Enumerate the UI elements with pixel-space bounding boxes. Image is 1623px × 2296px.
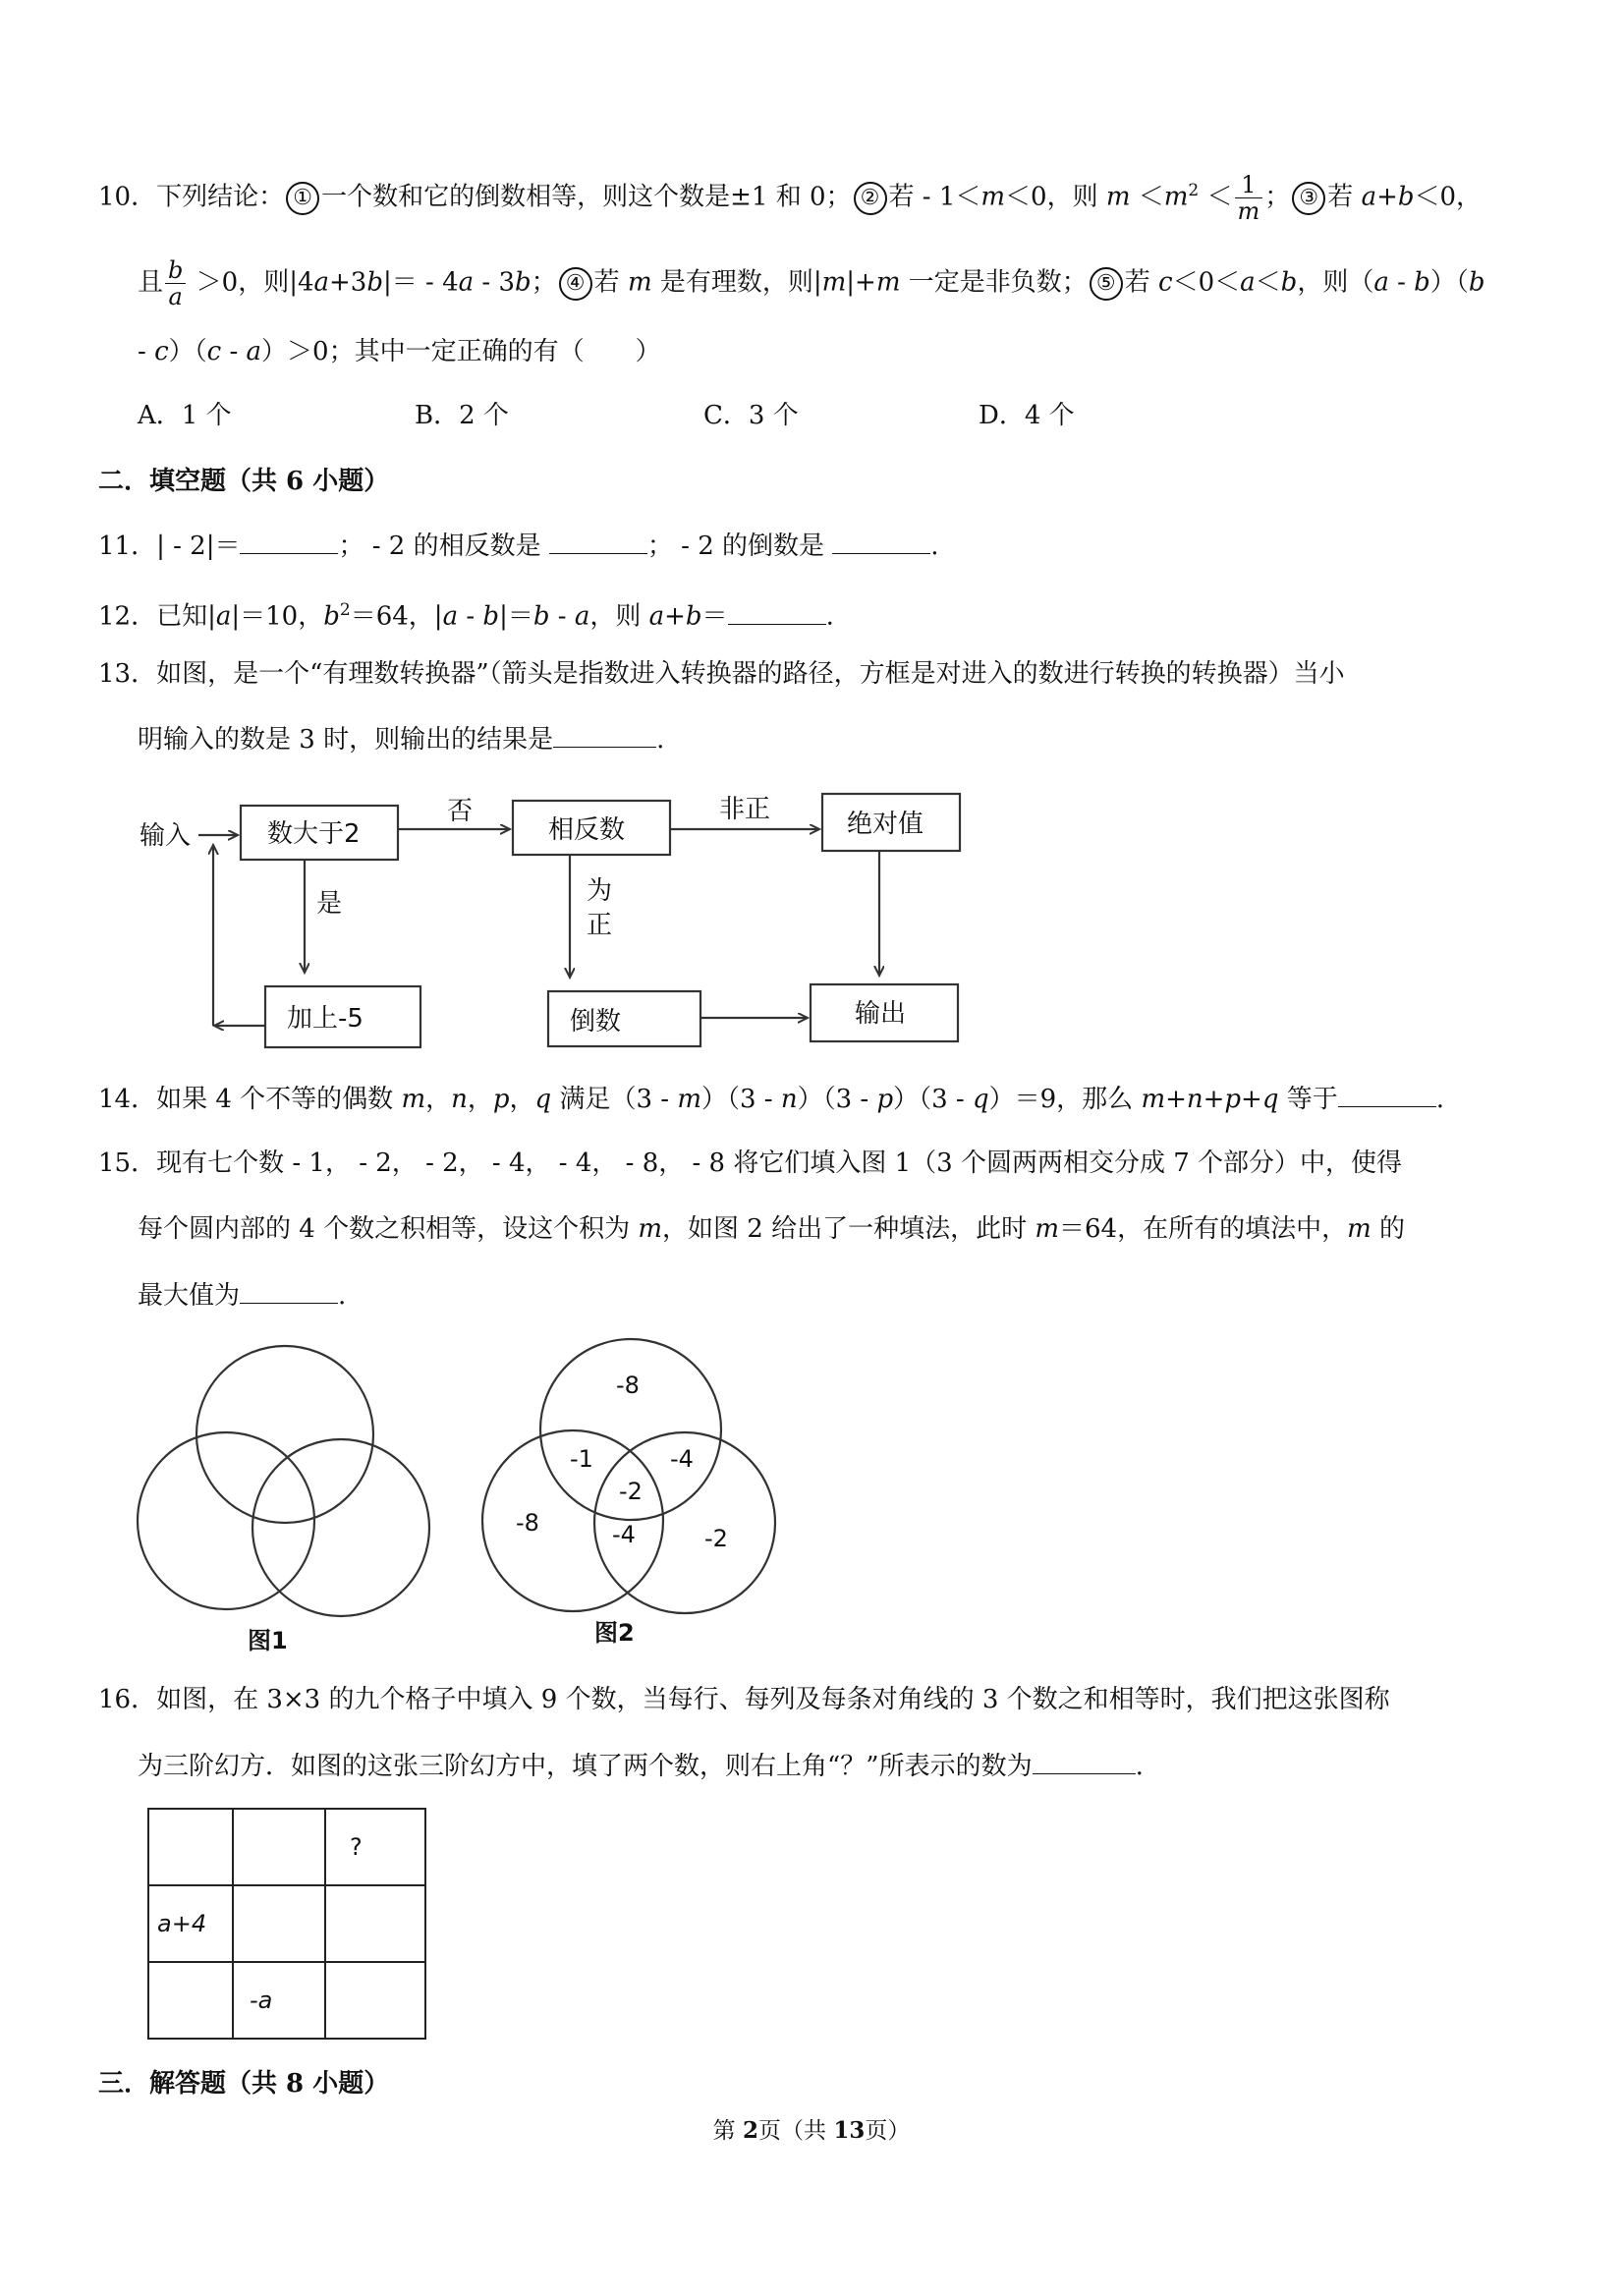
page-footer: 第 2页（共 13页）: [712, 2117, 911, 2144]
fig2-value-center: -2: [619, 1478, 643, 1505]
q12: 12．已知|a|＝10，$b^2=64$，|a - b|＝b - a，则 a+b＝ .: [98, 592, 834, 635]
page-total: 13: [833, 2117, 866, 2144]
section-2-heading: 二．填空题（共 6 小题）: [98, 467, 390, 496]
fig2-value-top: -8: [616, 1372, 640, 1399]
label-positive-1: 为: [587, 876, 613, 906]
rational-converter-diagram: [128, 786, 1110, 1051]
q15-line3: 最大值为 .: [138, 1277, 346, 1314]
box6-label: 输出: [855, 999, 907, 1029]
fig2-value-left: -8: [516, 1509, 539, 1537]
venn-figures: [128, 1336, 815, 1660]
q13-line1: 13．如图，是一个“有理数转换器”（箭头是指数进入转换器的路径，方框是对进入的数进行转换的转换器）当小: [98, 659, 1345, 689]
answer-blank[interactable]: [549, 528, 647, 554]
circled-3: ③: [1292, 182, 1325, 215]
q15-line1: 15．现有七个数 - 1， - 2， - 2， - 4， - 4， - 8， - 8 将它们填入图 1（3 个圆两两相交分成 7 个部分）中，使得: [98, 1148, 1403, 1178]
circled-4: ④: [559, 267, 592, 301]
answer-blank[interactable]: [240, 1277, 338, 1304]
label-yes: 是: [316, 889, 343, 919]
box1-label: 数大于2: [267, 819, 361, 849]
fraction-b-over-a: $\frac{b}{a}$: [165, 257, 186, 309]
q10-line1: 10．下列结论： ① 一个数和它的倒数相等，则这个数是±1 和 0； ② 若 - 1＜m＜0，则 $m <m^2$ ＜ $\frac{1}{m}$ ； ③ 若 a+b＜0，: [98, 171, 1483, 225]
magic-square-cell-mid-left: a+4: [148, 1885, 233, 1962]
magic-square-cell: [325, 1885, 425, 1962]
magic-square-cell: [325, 1962, 425, 2039]
section-3-heading: 三．解答题（共 8 小题）: [98, 2069, 390, 2099]
fig2-value-right: -2: [704, 1525, 728, 1552]
fig1-caption: 图1: [248, 1627, 288, 1654]
box3-label: 绝对值: [847, 810, 924, 839]
magic-square-cell: [233, 1885, 325, 1962]
box2-label: 相反数: [548, 815, 626, 845]
q10-option-a: A．1 个: [138, 401, 232, 430]
fig1-circle-left: [138, 1432, 314, 1609]
answer-blank[interactable]: [832, 528, 930, 554]
box5-label: 倒数: [570, 1007, 622, 1036]
answer-blank[interactable]: [240, 528, 338, 554]
magic-square-cell-bottom-mid: -a: [233, 1962, 325, 2039]
q16-line2: 为三阶幻方．如图的这张三阶幻方中，填了两个数，则右上角“？”所表示的数为 .: [138, 1748, 1144, 1784]
magic-square-cell-top-right: ?: [325, 1809, 425, 1885]
fig1-circle-right: [252, 1439, 429, 1616]
answer-blank[interactable]: [553, 721, 656, 748]
fig2-caption: 图2: [594, 1619, 635, 1647]
magic-square-cell: [233, 1809, 325, 1885]
answer-blank[interactable]: [1338, 1081, 1436, 1107]
fig1-circle-top: [196, 1346, 373, 1523]
circled-1: ①: [286, 182, 319, 215]
fraction-1-over-m: $\frac{1}{m}$: [1235, 172, 1263, 224]
magic-square-cell: [148, 1809, 233, 1885]
q10-option-d: D．4 个: [979, 401, 1075, 430]
label-not-positive: 非正: [719, 795, 771, 824]
circled-2: ②: [854, 182, 887, 215]
label-positive-2: 正: [587, 911, 613, 940]
q10-option-b: B．2 个: [415, 401, 509, 430]
fig2-value-top-right: -4: [670, 1445, 694, 1473]
q16-line1: 16．如图，在 3×3 的九个格子中填入 9 个数，当每行、每列及每条对角线的 3 个数之和相等时，我们把这张图称: [98, 1685, 1390, 1714]
q10-line3: - c）（c - a）＞0；其中一定正确的有（ ）: [138, 337, 661, 366]
q10-line2: 且 $\frac{b}{a}$ ＞0，则|4a+3b|＝ - 4a - 3b； ④ 若 m 是有理数，则|m|+m 一定是非负数； ⑤ 若 c＜0＜a＜b，则（a - b）（b: [138, 256, 1485, 310]
magic-square: [147, 1808, 426, 2040]
circled-5: ⑤: [1090, 267, 1123, 301]
fig2-value-top-left: -1: [570, 1445, 593, 1473]
q14: 14．如果 4 个不等的偶数 m，n，p，q 满足（3 - m）（3 - n）（3 - p）（3 - q）＝9，那么 m+n+p+q 等于 .: [98, 1081, 1444, 1117]
label-input: 输入: [140, 821, 192, 851]
q15-line2: 每个圆内部的 4 个数之积相等，设这个积为 m，如图 2 给出了一种填法，此时 m＝64，在所有的填法中，m 的: [138, 1214, 1406, 1244]
answer-blank[interactable]: [1033, 1748, 1136, 1774]
box4-label: 加上-5: [287, 1004, 364, 1034]
q11: 11．| - 2|＝ ； - 2 的相反数是 ； - 2 的倒数是 .: [98, 528, 939, 564]
answer-blank[interactable]: [728, 598, 826, 625]
label-no: 否: [447, 797, 474, 826]
q13-line2: 明输入的数是 3 时，则输出的结果是 .: [138, 721, 664, 757]
page-number: 2: [742, 2117, 758, 2144]
magic-square-cell: [148, 1962, 233, 2039]
q10-option-c: C．3 个: [703, 401, 799, 430]
fig2-value-bottom-center: -4: [612, 1521, 636, 1548]
